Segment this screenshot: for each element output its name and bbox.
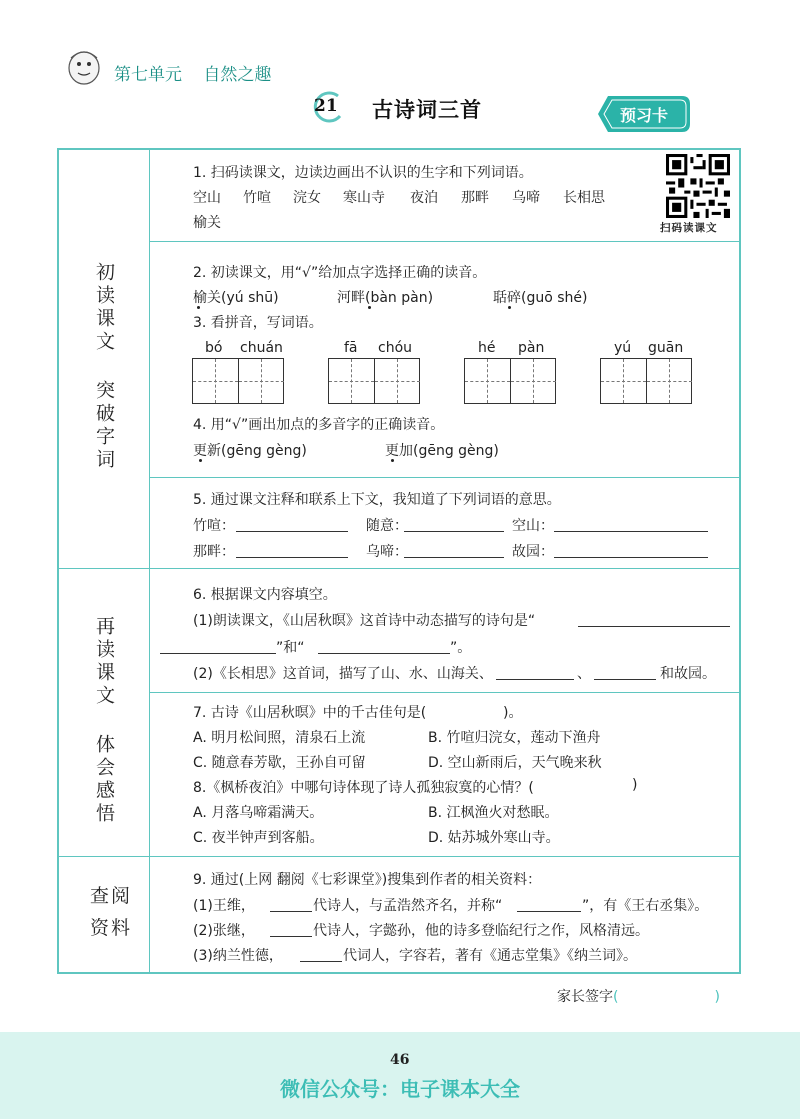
q3-pinyin: hé <box>478 340 496 356</box>
section-label-research: 查阅资料 <box>89 885 132 939</box>
q7-option-a: A. 明月松间照，清泉石上流 <box>193 730 366 746</box>
unit-label: 第七单元 <box>114 65 182 85</box>
answer-blank[interactable] <box>270 936 312 937</box>
lesson-title: 古诗词三首 <box>372 97 482 122</box>
section-label-first-reading: 初读课文 突破字词 <box>93 262 115 472</box>
q5-term: 故园： <box>512 544 554 560</box>
lesson-number: 21 <box>314 96 338 116</box>
page-number: 46 <box>390 1052 410 1068</box>
q3-pinyin: guān <box>648 340 684 356</box>
answer-blank[interactable] <box>517 911 581 912</box>
answer-blank[interactable] <box>270 911 312 912</box>
q5-term: 那畔： <box>193 544 235 560</box>
q1-word: 长相思 <box>563 190 605 206</box>
q9-line2b: 代诗人，字懿孙，他的诗多登临纪行之作，风格清远。 <box>313 923 649 939</box>
section-label-second-reading: 再读课文 体会感悟 <box>93 616 115 826</box>
q8-option-a: A. 月落乌啼霜满天。 <box>193 805 324 821</box>
q6-line2a: ”和“ <box>276 640 305 656</box>
answer-blank[interactable] <box>554 531 708 532</box>
q5-term: 乌啼： <box>366 544 408 560</box>
q7-option-d: D. 空山新雨后，天气晚来秋 <box>428 755 602 771</box>
q9-line1c: ”，有《王右丞集》。 <box>582 898 709 914</box>
q8-option-c: C. 夜半钟声到客船。 <box>193 830 324 846</box>
qr-code-icon[interactable] <box>666 154 730 218</box>
q6-line2b: ”。 <box>450 640 472 656</box>
q9-line2a: (2)张继， <box>193 923 255 939</box>
answer-blank[interactable] <box>554 557 708 558</box>
q3-pinyin: bó <box>205 340 223 356</box>
q3-pinyin: chóu <box>378 340 413 356</box>
q2-item: 聒碎(guō shé) <box>493 290 588 306</box>
q5-prompt: 5. 通过课文注释和联系上下文，我知道了下列词语的意思。 <box>193 492 561 508</box>
mascot-icon <box>62 44 106 88</box>
q2-item: 榆关(yú shū) <box>193 290 279 306</box>
q5-term: 随意： <box>366 518 408 534</box>
signature-close: ) <box>714 989 720 1005</box>
preview-tag <box>598 96 690 132</box>
answer-blank[interactable] <box>594 679 656 680</box>
answer-blank[interactable] <box>318 653 450 654</box>
unit-theme: 自然之趣 <box>203 65 272 85</box>
q2-prompt: 2. 初读课文，用“√”给加点字选择正确的读音。 <box>193 265 487 281</box>
q5-term: 空山： <box>512 518 554 534</box>
q6-line3a: (2)《长相思》这首词，描写了山、水、山海关、 <box>193 666 493 682</box>
answer-blank[interactable] <box>160 653 276 654</box>
q1-prompt: 1. 扫码读课文，边读边画出不认识的生字和下列词语。 <box>193 165 533 181</box>
writing-grid[interactable] <box>192 358 284 404</box>
q5-term: 竹喧： <box>193 518 235 534</box>
lesson-heading <box>310 90 530 124</box>
answer-blank[interactable] <box>236 531 348 532</box>
q8-prompt-end: ) <box>632 777 638 793</box>
q1-word: 榆关 <box>193 215 221 231</box>
q1-word: 乌啼 <box>512 190 540 206</box>
q7-prompt-end: )。 <box>503 705 523 721</box>
writing-grid[interactable] <box>328 358 420 404</box>
parent-signature[interactable] <box>557 986 720 1006</box>
q9-line1a: (1)王维， <box>193 898 255 914</box>
answer-blank[interactable] <box>496 679 574 680</box>
answer-blank[interactable] <box>578 626 730 627</box>
q7-option-b: B. 竹喧归浣女，莲动下渔舟 <box>428 730 601 746</box>
answer-blank[interactable] <box>236 557 348 558</box>
writing-grid[interactable] <box>600 358 692 404</box>
signature-label: 家长签字 <box>557 989 613 1005</box>
q9-prompt: 9. 通过(上网 翻阅《七彩课堂》)搜集到作者的相关资料： <box>193 872 542 888</box>
q8-option-d: D. 姑苏城外寒山寺。 <box>428 830 560 846</box>
q9-line1b: 代诗人，与孟浩然齐名，并称“ <box>313 898 503 914</box>
preview-tag-label: 预习卡 <box>620 106 669 125</box>
signature-open: ( <box>613 989 619 1005</box>
q8-option-b: B. 江枫渔火对愁眠。 <box>428 805 559 821</box>
q3-pinyin: pàn <box>518 340 545 356</box>
q3-prompt: 3. 看拼音，写词语。 <box>193 315 323 331</box>
q8-prompt: 8.《枫桥夜泊》中哪句诗体现了诗人孤独寂寞的心情？( <box>193 780 534 796</box>
q1-word: 夜泊 <box>410 190 438 206</box>
qr-caption: 扫码读课文 <box>660 222 718 234</box>
q3-pinyin: yú <box>614 340 632 356</box>
q7-prompt: 7. 古诗《山居秋暝》中的千古佳句是( <box>193 705 427 721</box>
q4-item: 更新(gēng gèng) <box>193 443 307 459</box>
wechat-watermark: 微信公众号：电子课本大全 <box>280 1077 520 1101</box>
q6-line3b: 、 <box>577 666 591 682</box>
q6-prompt: 6. 根据课文内容填空。 <box>193 587 337 603</box>
answer-blank[interactable] <box>404 557 504 558</box>
q2-item: 河畔(bàn pàn) <box>337 290 434 306</box>
q9-line3b: 代词人，字容若，著有《通志堂集》《纳兰词》。 <box>343 948 637 964</box>
q7-option-c: C. 随意春芳歇，王孙自可留 <box>193 755 366 771</box>
answer-blank[interactable] <box>404 531 504 532</box>
q1-word: 那畔 <box>461 190 489 206</box>
q3-pinyin: chuán <box>240 340 283 356</box>
q1-word: 竹喧 <box>243 190 271 206</box>
q9-line3a: (3)纳兰性德， <box>193 948 283 964</box>
unit-header <box>62 44 322 88</box>
answer-blank[interactable] <box>300 961 342 962</box>
q4-prompt: 4. 用“√”画出加点的多音字的正确读音。 <box>193 417 445 433</box>
q1-word: 浣女 <box>293 190 321 206</box>
q3-pinyin: fā <box>344 340 358 356</box>
q1-word: 空山 <box>193 190 221 206</box>
q4-item: 更加(gēng gèng) <box>385 443 499 459</box>
writing-grid[interactable] <box>464 358 556 404</box>
q6-line1: (1)朗读课文，《山居秋暝》这首诗中动态描写的诗句是“ <box>193 613 536 629</box>
q1-word: 寒山寺 <box>343 190 385 206</box>
q6-line3c: 和故园。 <box>660 666 716 682</box>
